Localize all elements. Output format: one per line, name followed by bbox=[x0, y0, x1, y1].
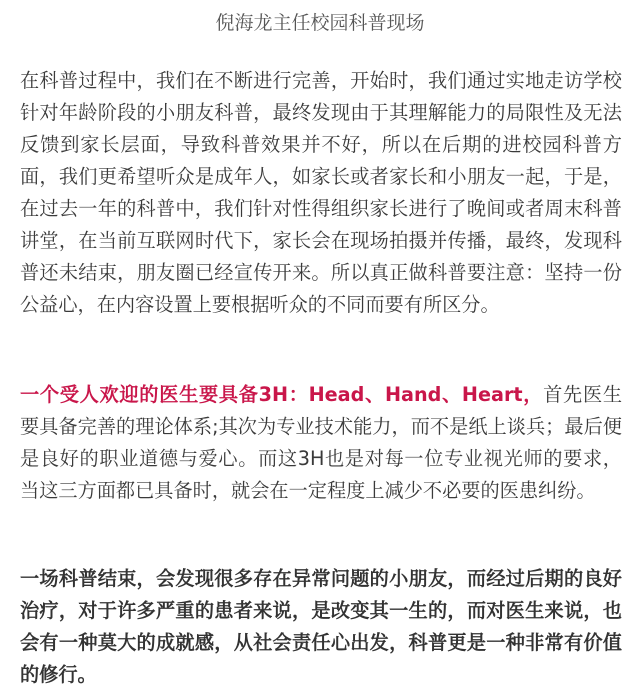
paragraph-3h-body: 首先医生要具备完善的理论体系;其次为专业技术能力，而不是纸上谈兵；最后便是良好的职业道德与爱心。而这3H也是对每一位专业视光师的要求，当这三方面都已具备时，就会在一定程度上减少不必要的医患纠纷。 bbox=[20, 383, 623, 502]
paragraph-science-outreach: 在科普过程中，我们在不断进行完善，开始时，我们通过实地走访学校针对年龄阶段的小朋友科普，最终发现由于其理解能力的局限性及无法反馈到家长层面，导致科普效果并不好，所以在后期的进校园科普方面，我们更希望听众是成年人，如家长或者家长和小朋友一起，于是，在过去一年的科普中，我们针对性得组织家长进行了晚间或者周末科普讲堂，在当前互联网时代下，家长会在现场拍摄并传播，最终，发现科普还未结束，朋友圈已经宣传开来。所以真正做科普要注意：坚持一份公益心，在内容设置上要根据听众的不同而要有所区分。 bbox=[20, 69, 622, 316]
highlight-3h-text: 一个受人欢迎的医生要具备3H：Head、Hand、Heart， bbox=[20, 383, 544, 406]
paragraph-conclusion: 一场科普结束，会发现很多存在异常问题的小朋友，而经过后期的良好治疗，对于许多严重的患者来说，是改变其一生的，而对医生来说，也会有一种莫大的成就感，从社会责任心出发，科普更是一种非常有价值的修行。 bbox=[20, 567, 622, 686]
image-caption: 倪海龙主任校园科普现场 bbox=[215, 12, 425, 34]
paragraph-3h-doctor bbox=[20, 379, 622, 507]
